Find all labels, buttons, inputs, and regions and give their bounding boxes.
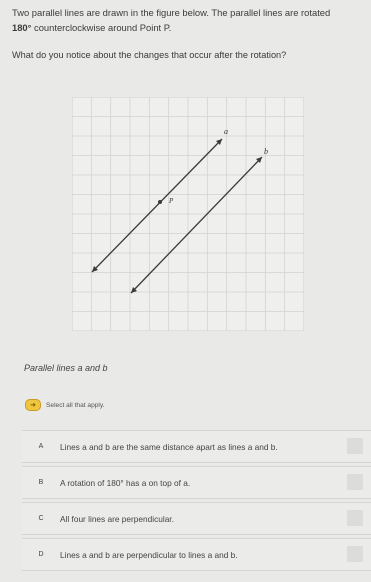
choice-checkbox[interactable]	[347, 510, 363, 526]
choice-text: All four lines are perpendicular.	[60, 513, 174, 524]
question-prompt: What do you notice about the changes that occur after the rotation?	[12, 50, 287, 60]
choice-letter: D	[38, 551, 44, 558]
point-p	[158, 200, 162, 204]
rotation-degree: 180°	[12, 22, 32, 33]
select-all-hint	[25, 399, 105, 411]
figure-caption: Parallel lines a and b	[24, 363, 108, 373]
choice-letter: B	[38, 479, 44, 486]
label-b: b	[264, 147, 268, 156]
question-line-2: counterclockwise around Point P.	[31, 22, 172, 33]
arrow-right-icon: ➜	[25, 399, 41, 411]
choice-text: Lines a and b are perpendicular to lines a and b.	[60, 549, 238, 560]
choice-checkbox[interactable]	[347, 546, 363, 562]
question-line-1: Two parallel lines are drawn in the figure below. The parallel lines are rotated	[12, 7, 331, 18]
choice-letter: A	[38, 443, 44, 450]
answer-choices	[22, 430, 371, 574]
choice-text: A rotation of 180° has a on top of a.	[60, 477, 191, 488]
hint-text: Select all that apply.	[46, 401, 105, 409]
choice-checkbox[interactable]	[347, 474, 363, 490]
choice-a[interactable]	[22, 430, 371, 463]
label-p: P	[169, 197, 174, 205]
label-a: a	[224, 127, 228, 136]
choice-c[interactable]	[22, 502, 371, 535]
choice-d[interactable]	[22, 538, 371, 571]
question-text	[12, 5, 364, 35]
choice-text: Lines a and b are the same distance apart as lines a and b.	[60, 441, 278, 452]
choice-checkbox[interactable]	[347, 438, 363, 454]
choice-letter: C	[38, 515, 44, 522]
coordinate-grid-figure	[72, 97, 304, 331]
choice-b[interactable]	[22, 466, 371, 499]
